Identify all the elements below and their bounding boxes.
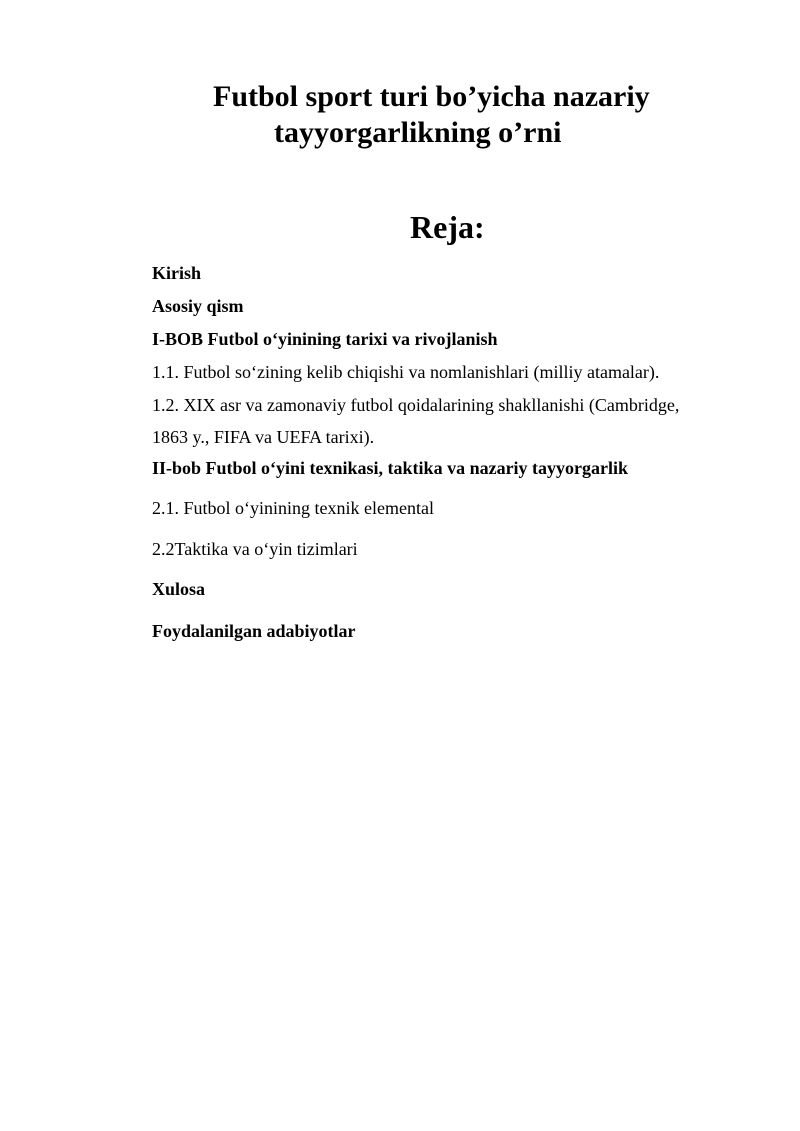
plan-item-main-part: Asosiy qism — [152, 296, 244, 316]
document-title-line-2: tayyorgarlikning o’rni — [274, 116, 562, 149]
plan-item-1-1: 1.1. Futbol so‘zining kelib chiqishi va nomlanishlari (milliy atamalar). — [152, 362, 660, 382]
plan-item-references: Foydalanilgan adabiyotlar — [152, 621, 356, 641]
plan-chapter-2: II-bob Futbol o‘yini texnikasi, taktika va nazariy tayyorgarlik — [152, 458, 629, 478]
plan-heading: Reja: — [410, 209, 485, 245]
plan-item-intro: Kirish — [152, 263, 202, 283]
plan-item-conclusion: Xulosa — [152, 579, 206, 599]
plan-item-1-2-line-2: 1863 y., FIFA va UEFA tarixi). — [152, 427, 375, 447]
plan-chapter-1: I-BOB Futbol o‘yinining tarixi va rivojlanish — [152, 329, 498, 349]
plan-item-2-1: 2.1. Futbol o‘yinining texnik elemental — [152, 498, 434, 518]
plan-item-1-2-line-1: 1.2. XIX asr va zamonaviy futbol qoidalarining shakllanishi (Cambridge, — [152, 395, 680, 415]
plan-item-2-2: 2.2Taktika va o‘yin tizimlari — [152, 539, 358, 559]
document-title-line-1: Futbol sport turi bo’yicha nazariy — [213, 80, 650, 113]
